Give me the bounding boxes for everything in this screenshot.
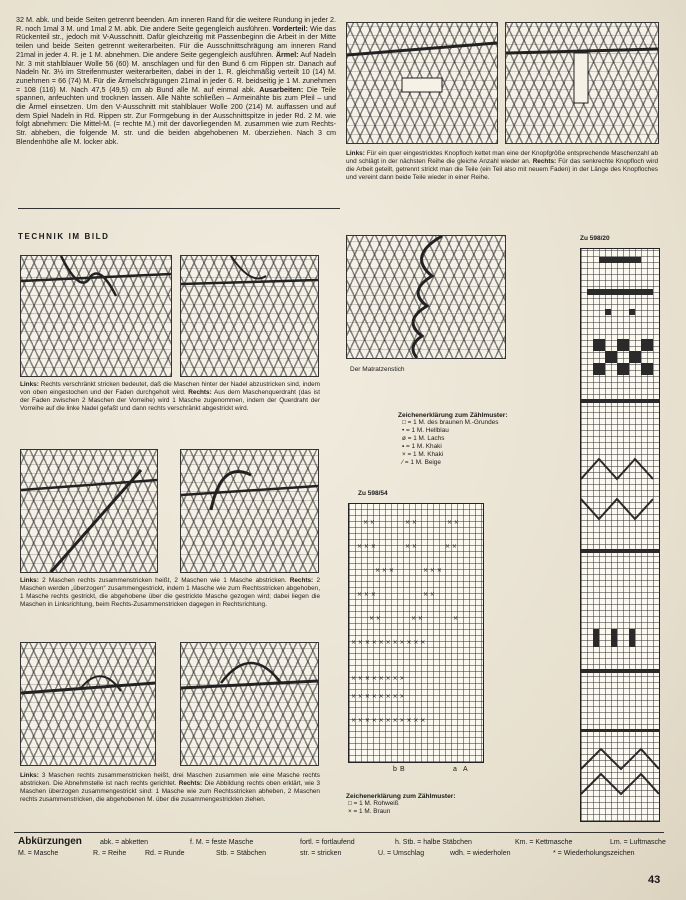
needle-3-left [21, 643, 155, 765]
buttonhole-vertical-photo [505, 22, 659, 144]
axis-mark-A: A [463, 766, 468, 773]
mattress-stitch-thread [347, 236, 505, 358]
page-number: 43 [648, 874, 661, 886]
legend-1-symbol: • [402, 427, 405, 434]
svg-text:× × × × × × × × × × ×: × × × × × × × × × × × [351, 639, 426, 646]
svg-text:× ×: × × [423, 591, 435, 598]
legend-1-text: = 1 M. Khaki [406, 443, 442, 450]
abbreviation-item: fortl. = fortlaufend [300, 839, 355, 846]
abbreviation-item: Km. = Kettmasche [515, 839, 573, 846]
aermel-text: Auf Nadeln Nr. 3 mit stahlblauer Wolle 56 (60) M. anschlagen und für den Bund 6 cm Rippen str. Danach auf Nadeln Nr. 3½ im Streifenmuster weiterarbeiten, dabei in der 1. R. gleichmäßig verteilt 10 (14) M. zunehmen = 66 (74) M. Für die Ärmelschrägungen 21mal in jeder 6. R. beidseitig je 1 M. zunehmen = 108 (116) M. Nach 47,5 (49,5) cm ab Bund alle M. auf einmal abk. [16, 49, 337, 94]
legend-1-row [398, 427, 568, 435]
abbreviation-item: Stb. = Stäbchen [216, 850, 267, 857]
mattress-stitch-photo [346, 235, 506, 359]
caption-3-rechts-label: Rechts: [178, 779, 203, 787]
axis-mark-a: a [453, 766, 457, 773]
abbreviation-item: abk. = abketten [100, 839, 149, 846]
caption-3-links-label: Links: [20, 772, 39, 779]
section-heading: TECHNIK IM BILD [18, 232, 110, 241]
svg-text:× × × × × × × × × × ×: × × × × × × × × × × × [351, 717, 426, 724]
caption-3-rechts-text: Die Abbildung rechts oben erklärt, wie 3 Maschen überzogen zusammengestrickt sind: 1 Masche wie zum Rechtsstricken abheben, 2 Maschen rechts zusammenstricken, die abgehobenen M. über die zusammengestrickten ziehen. [20, 779, 321, 803]
abbreviation-item: M. = Masche [18, 850, 59, 857]
chart-label-left: Zu 598/54 [358, 490, 388, 497]
ausarbeiten-text: Die Teile spannen, anfeuchten und trocknen lassen. Alle Nähte schließen – Armeinähte bis zum Pfeil – und die Ärmel einsetzen. Um den V-Ausschnitt mit stahlblauer Wolle 200 (214) M. auffassen und auf dem Spiel Nadeln in Rd. Rippen str. Zur Formgebung in der Ausschnittspitze in jeder Rd. 2 M. wie folgt abnehmen: Die Mittel-M. (= rechte M.) mit der davorliegenden M. zusammen wie zum Rechts-Str. abheben, die folgende M. str. und die beiden abgehobenen M. überziehen. Nach 3 cm Blendenhöhe alle M. locker abk. [16, 84, 336, 146]
technique-photo-1-right [180, 255, 319, 377]
axis-mark-b: b [393, 766, 397, 773]
counting-chart-right [580, 248, 660, 822]
legend-1-text: = 1 M. Lachs [407, 435, 445, 442]
legend-1-text: = 1 M. Beige [404, 459, 441, 466]
legend-2-title: Zeichenerklärung zum Zählmuster: [346, 793, 456, 800]
svg-text:× ×: × × [411, 615, 423, 622]
buttonhole-needle-drawing [347, 23, 497, 143]
needle-2-right [181, 450, 318, 572]
buttonhole-links-text: Für ein quer eingestricktes Knopfloch kettet man eine der Knopfgröße entsprechende Maschenzahl ab und schlägt in der nächsten Reihe die gleiche Anzahl wieder an. [346, 150, 658, 165]
technique-caption-1 [20, 381, 320, 429]
technique-photo-2-left [20, 449, 158, 573]
legend-1-text: = 1 M. des braunen M.-Grundes [407, 419, 499, 426]
legend-2-text: = 1 M. Braun [353, 808, 391, 815]
needle-2-left [21, 450, 157, 572]
technique-caption-3 [20, 772, 320, 830]
legend-1-row [398, 419, 568, 427]
svg-text:× × × × × × × ×: × × × × × × × × [351, 693, 405, 700]
legend-2-symbol: × [348, 808, 352, 815]
needle-3-right [181, 643, 318, 765]
svg-text:× ×: × × [445, 543, 457, 550]
buttonhole-caption [346, 150, 658, 198]
caption-2-links-text: 2 Maschen rechts zusammenstricken heißt, 2 Maschen wie 1 Masche abstricken. [42, 577, 287, 584]
svg-text:× × ×: × × × [357, 543, 376, 550]
caption-3-links-text: 3 Maschen rechts zusammenstricken heißt, drei Maschen zusammen wie eine Masche rechts abstricken. Die Abnehmstelle ist nach rechts gerichtet. [20, 772, 320, 787]
caption-2-rechts-text: 2 Maschen werden „überzogen“ zusammengestrickt, indem 1 Masche wie zum Rechtsstricken abgehoben, 1 Masche rechts gestrickt, die abgehobene über die gestrickte Masche gezogen wird; dabei liegen die Maschen in Linksrichtung, beim Rechts-Zusammenstricken dagegen in Rechtsrichtung. [20, 577, 321, 608]
section-divider [18, 208, 340, 209]
abbreviations-title: Abkürzungen [18, 836, 82, 847]
chart-label-right: Zu 598/20 [580, 235, 610, 242]
svg-text:×: × [453, 615, 459, 622]
counting-chart-right-pattern [581, 249, 659, 821]
mattress-stitch-label: Der Matratzenstich [350, 366, 405, 373]
abbreviations-divider [14, 832, 664, 833]
legend-2-row [346, 800, 526, 808]
instructions-text-block [16, 16, 336, 188]
svg-text:× × ×: × × × [357, 591, 376, 598]
buttonhole-rechts-label: Rechts: [532, 157, 557, 165]
technique-caption-2 [20, 577, 320, 627]
legend-1-symbol: ⁄ [402, 459, 404, 466]
legend-1-symbol: ø [402, 435, 406, 442]
counting-chart-left-pattern [349, 504, 483, 762]
intro-text: 32 M. abk. und beide Seiten getrennt beenden. Am inneren Rand für die weitere Rundung in jeder 2. R. noch 1mal 3 M. und 1mal 2 M. abk. Die andere Seite gegengleich ausführen. [16, 15, 336, 33]
legend-2-symbol: □ [348, 800, 352, 807]
svg-text:× ×: × × [447, 519, 459, 526]
abbreviation-item: * = Wiederholungszeichen [553, 850, 635, 857]
abbreviation-item: U. = Umschlag [378, 850, 425, 857]
abbreviation-item: R. = Reihe [93, 850, 127, 857]
abbreviation-item: h. Stb. = halbe Stäbchen [395, 839, 472, 846]
legend-1-row [398, 459, 568, 467]
ausarbeiten-label: Ausarbeiten: [259, 84, 304, 94]
legend-1 [398, 412, 568, 467]
vorderteil-label: Vorderteil: [272, 23, 308, 33]
legend-1-row [398, 451, 568, 459]
technique-photo-1-left [20, 255, 172, 377]
caption-1-rechts-text: Aus dem Maschenquerdraht (das ist der Faden zwischen 2 Maschen der Vorreihe) wird 1 Masche zugenommen, indem der Querdraht der Vorreihe auf die linke Nadel gefaßt und dann rechts verschränkt abgestrickt wird. [20, 388, 320, 412]
buttonhole-links-label: Links: [346, 150, 365, 157]
abbreviation-item: wdh. = wiederholen [450, 850, 511, 857]
legend-1-row [398, 435, 568, 443]
aermel-label: Ärmel: [275, 49, 299, 59]
counting-chart-left [348, 503, 484, 763]
caption-1-links-label: Links: [20, 381, 39, 388]
legend-1-text: = 1 M. Khaki [407, 451, 444, 458]
buttonhole-horizontal-photo [346, 22, 498, 144]
technique-photo-2-right [180, 449, 319, 573]
svg-text:× × ×: × × × [423, 567, 442, 574]
buttonhole-needle-drawing-2 [506, 23, 658, 143]
buttonhole-rechts-text: Für das senkrechte Knopfloch wird die Arbeit geteilt, getrennt strickt man die Teile (ein Teil also mit neuem Faden) in der Länge des Knopfloches und vereint dann beide Teile wieder in einer Reihe. [346, 157, 659, 181]
axis-mark-B: B [400, 766, 405, 773]
svg-text:× × ×: × × × [375, 567, 394, 574]
svg-text:× ×: × × [363, 519, 375, 526]
caption-2-links-label: Links: [20, 577, 39, 584]
legend-1-symbol: □ [402, 419, 406, 426]
legend-1-symbol: × [402, 451, 406, 458]
svg-text:× ×: × × [405, 543, 417, 550]
abbreviation-item: Lm. = Luftmasche [610, 839, 666, 846]
needle-1-left [21, 256, 171, 376]
legend-1-symbol: ▪ [402, 443, 405, 450]
svg-text:× ×: × × [369, 615, 381, 622]
caption-2-rechts-label: Rechts: [289, 577, 314, 584]
legend-2-row [346, 808, 526, 816]
abbreviation-item: str. = stricken [300, 850, 342, 857]
legend-1-text: = 1 M. Hellblau [406, 427, 449, 434]
svg-text:× ×: × × [405, 519, 417, 526]
abbreviation-item: f. M. = feste Masche [190, 839, 254, 846]
technique-photo-3-right [180, 642, 319, 766]
vorderteil-text: Wie das Rückenteil str., jedoch mit V-Ausschnitt. Dafür gleichzeitig mit Passenbeginn die Arbeit in der Mitte teilen und beide Seiten getrennt weiterarbeiten. Für die Ausschnittschrägung am inneren Rand 21mal in jeder 4. R. je 1 M. abnehmen. Die andere Seite gegengleich ausführen. [16, 23, 337, 59]
caption-1-rechts-label: Rechts: [188, 388, 212, 396]
abbreviation-item: Rd. = Runde [145, 850, 185, 857]
legend-1-row [398, 443, 568, 451]
technique-photo-3-left [20, 642, 156, 766]
svg-text:× × × × × × × ×: × × × × × × × × [351, 675, 405, 682]
caption-1-links-text: Rechts verschränkt stricken bedeutet, daß die Maschen hinter der Nadel abzustricken sind, indem von oben eingestochen und der Faden durchgeholt wird. [20, 381, 320, 396]
legend-2 [346, 793, 526, 816]
legend-1-title: Zeichenerklärung zum Zählmuster: [398, 412, 508, 419]
legend-2-text: = 1 M. Rohweiß [353, 800, 399, 807]
needle-1-right [181, 256, 318, 376]
